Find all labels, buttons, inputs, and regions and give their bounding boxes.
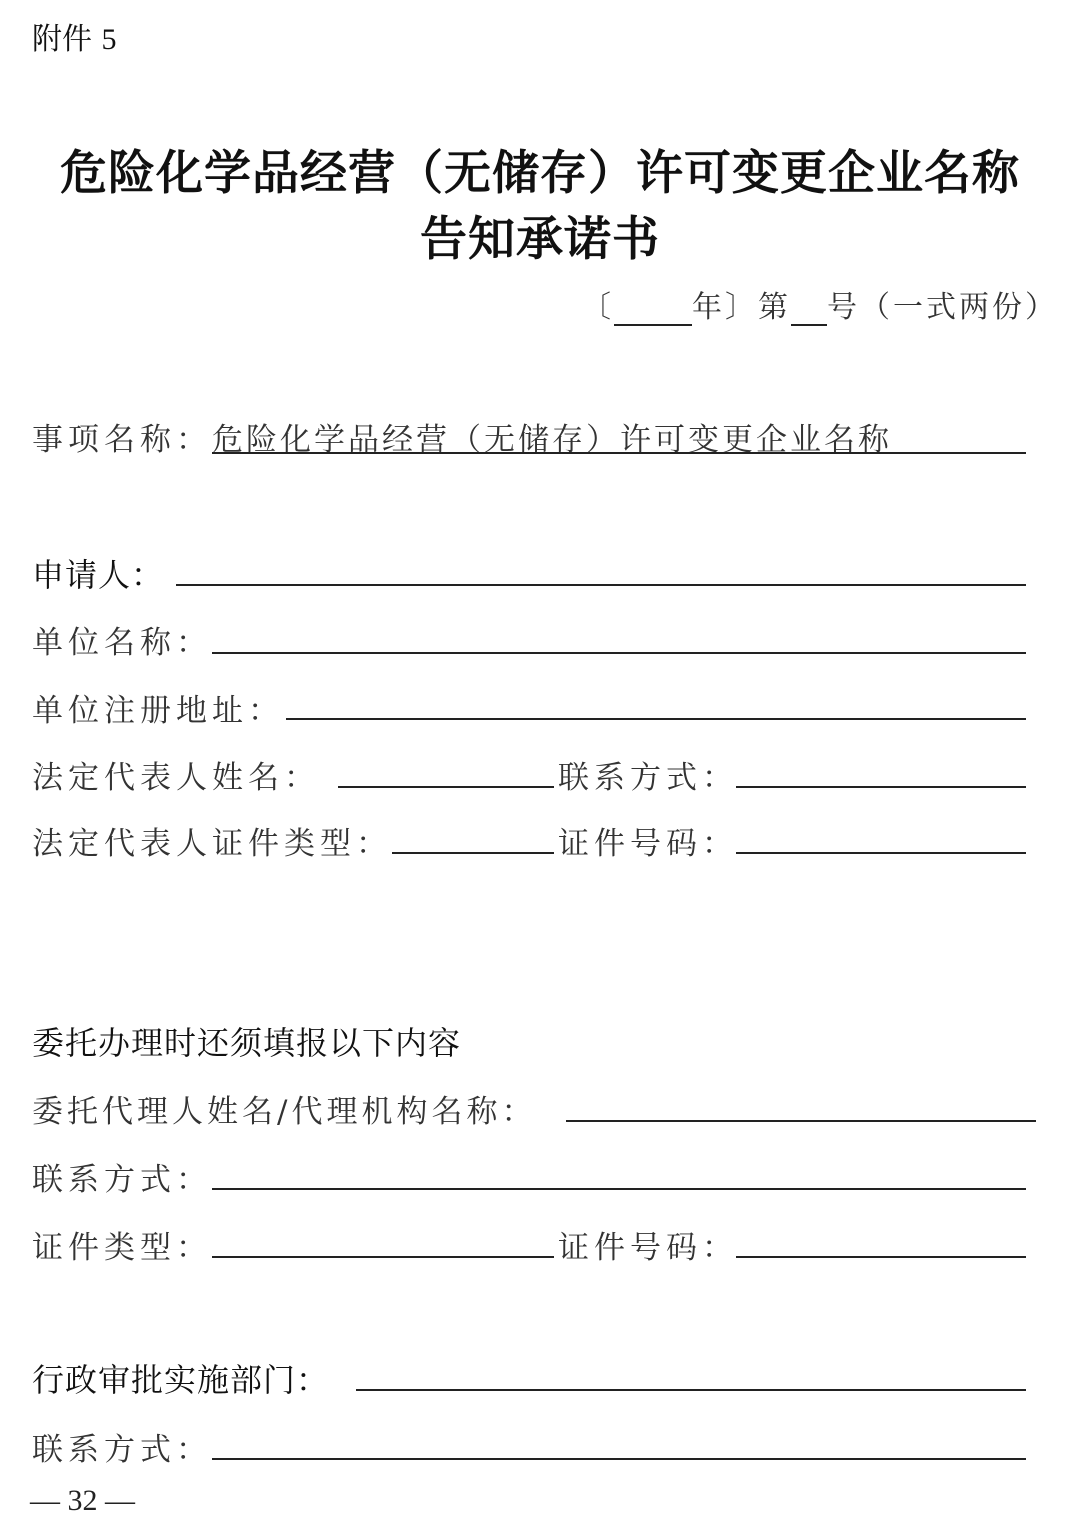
subject-underline (212, 452, 1026, 454)
attachment-number: 5 (101, 23, 117, 56)
document-title-line1: 危险化学品经营（无储存）许可变更企业名称 (60, 146, 1020, 201)
legal-rep-name-field[interactable] (338, 786, 554, 788)
legal-rep-id-type-label: 法定代表人证件类型： (32, 826, 392, 862)
agent-id-number-field[interactable] (736, 1256, 1026, 1258)
unit-name-label: 单位名称： (32, 625, 212, 661)
docno-year-blank[interactable] (614, 296, 692, 326)
page-number: — 32 — (30, 1484, 135, 1517)
agent-name-field[interactable] (566, 1120, 1036, 1122)
docno-number-blank[interactable] (791, 296, 827, 326)
authority-heading: 行政审批实施部门： (32, 1361, 330, 1399)
attachment-text: 附件 (32, 22, 92, 57)
applicant-id-number-label: 证件号码： (558, 826, 738, 862)
agent-id-type-field[interactable] (212, 1256, 554, 1258)
agent-name-label: 委托代理人姓名/代理机构名称： (32, 1094, 537, 1130)
authority-field[interactable] (356, 1389, 1026, 1391)
delegation-heading: 委托办理时还须填报以下内容 (32, 1024, 462, 1062)
agent-id-type-label: 证件类型： (32, 1230, 212, 1266)
agent-contact-field[interactable] (212, 1188, 1026, 1190)
applicant-field[interactable] (176, 584, 1026, 586)
agent-id-number-label: 证件号码： (558, 1230, 738, 1266)
document-title-line2: 告知承诺书 (420, 212, 660, 267)
authority-contact-label: 联系方式： (32, 1432, 212, 1468)
applicant-contact-field[interactable] (736, 786, 1026, 788)
applicant-contact-label: 联系方式： (558, 760, 738, 796)
applicant-id-number-field[interactable] (736, 852, 1026, 854)
docno-year-suffix: 年〕第 (692, 290, 791, 325)
unit-name-field[interactable] (212, 652, 1026, 654)
address-field[interactable] (286, 718, 1026, 720)
attachment-label (32, 14, 117, 58)
docno-open-bracket: 〔 (581, 290, 614, 325)
authority-contact-field[interactable] (212, 1458, 1026, 1460)
agent-contact-label: 联系方式： (32, 1162, 212, 1198)
legal-rep-name-label: 法定代表人姓名： (32, 760, 320, 796)
document-number (581, 282, 1058, 326)
applicant-heading: 申请人： (32, 556, 165, 594)
subject-value: 危险化学品经营（无储存）许可变更企业名称 (212, 422, 892, 458)
subject-label: 事项名称： (32, 422, 212, 458)
docno-number-suffix: 号（一式两份） (827, 290, 1058, 325)
legal-rep-id-type-field[interactable] (392, 852, 554, 854)
address-label: 单位注册地址： (32, 693, 284, 729)
